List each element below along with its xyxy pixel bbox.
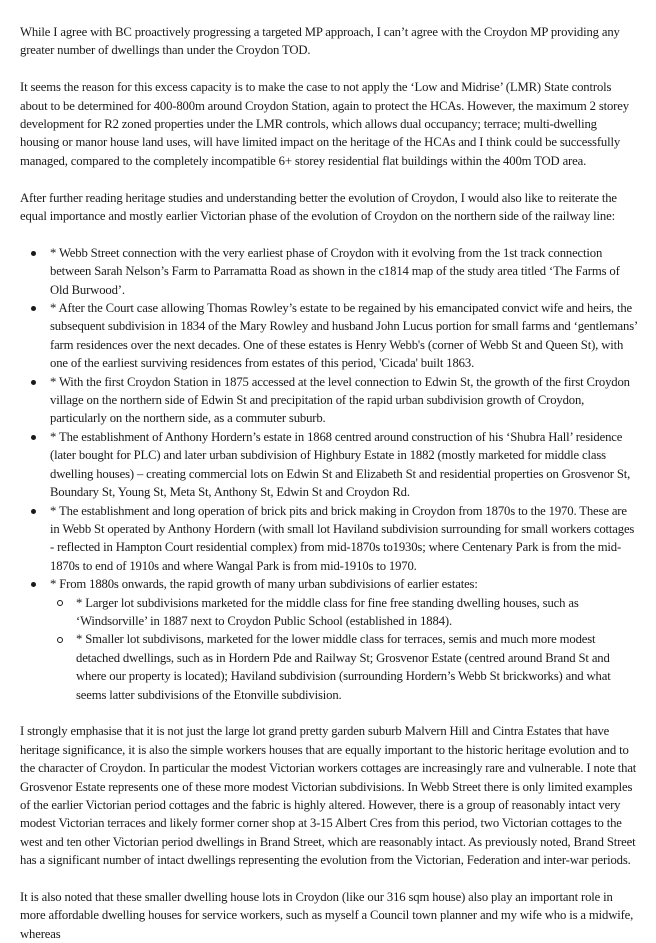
list-item: * After the Court case allowing Thomas Rowley’s estate to be regained by his emancipated convict wife and heirs, the subsequent subdivision in 1834 of the Mary Rowley and husband John Lucus portion for small farms and ‘gentlemans’ farm residences over the next decades. One of these estates is Henry Webb's (corner of Webb St and Queen St), with one of the earliest surviving residences from estates of this period, 'Cicada' built 1863. (50, 299, 638, 373)
list-item-text: * From 1880s onwards, the rapid growth of many urban subdivisions of earlier estates: (50, 577, 478, 592)
sub-list-item: * Larger lot subdivisions marketed for the middle class for fine free standing dwelling houses, such as ‘Windsorville’ in 1887 next to Croydon Public School (established in 1884). (76, 594, 638, 631)
sub-list-item: * Smaller lot subdivisons, marketed for the lower middle class for terraces, semis and much more modest detached dwellings, such as in Hordern Pde and Railway St; Grosvenor Estate (centred around Brand St and where our property is located); Haviland subdivision (surrounding Hordern’s Webb St brickworks) and what seems latter subdivisions of the Etonville subdivision. (76, 630, 638, 704)
paragraph-workers-houses: I strongly emphasise that it is not just the large lot grand pretty garden suburb Malvern Hill and Cintra Estates that have heritage significance, it is also the simple workers houses that are equally important to the historic heritage evolution and to the character of Croydon. In particular the modest Victorian workers cottages are increasingly rare and vulnerable. I note that Grosvenor Estate represents one of these more modest Victorian subdivisions. In Webb Street there is only limited examples of the earlier Victorian period cottages and the fabric is highly altered. However, there is a group of reasonably intact very modest Victorian terraces and likely former corner shop at 3-15 Albert Cres from this period, two Victorian cottages to the west and ten other Victorian period dwellings in Brand Street, which are reasonably intact. As previously noted, Brand Street has a significant number of intact dwellings representing the evolution from the Victorian, Federation and inter-war periods. (20, 724, 637, 868)
list-item: * The establishment and long operation of brick pits and brick making in Croydon from 1870s to the 1970. These are in Webb St operated by Anthony Hordern (with small lot Haviland subdivision surrounding for small workers cottages - reflected in Hampton Court residential complex) from mid-1870s to1930s; where Centenary Park is from the mid-1870s to end of 1910s and where Wangal Park is from mid-1910s to 1970. (50, 502, 638, 576)
paragraph-heritage-evolution: After further reading heritage studies and understanding better the evolution of Croydon, I would also like to reiterate the equal importance and mostly earlier Victorian phase of the evolution of Croydon on the northern side of the railway line: (20, 190, 617, 224)
paragraph-affordable-housing: It is also noted that these smaller dwelling house lots in Croydon (like our 316 sqm house) also play an important role in more affordable dwelling houses for service workers, such as myself a Council town planner and my wife who is a midwife, whereas (20, 890, 634, 941)
subdivision-sub-list (50, 594, 638, 704)
list-item: * With the first Croydon Station in 1875 accessed at the level connection to Edwin St, the growth of the first Croydon village on the northern side of Edwin St and precipitation of the rapid urban subdivision growth of Croydon, particularly on the northern side, as a commuter suburb. (50, 373, 638, 428)
list-item: * Webb Street connection with the very earliest phase of Croydon with it evolving from the 1st track connection between Sarah Nelson’s Farm to Parramatta Road as shown in the c1814 map of the study area titled ‘The Farms of Old Burwood’. (50, 244, 638, 299)
heritage-bullet-list (20, 244, 638, 704)
paragraph-lmr-controls: It seems the reason for this excess capacity is to make the case to not apply the ‘Low and Midrise’ (LMR) State controls about to be determined for 400-800m around Croydon Station, again to protect the HCAs. However, the maximum 2 storey development for R2 zoned properties under the LMR controls, which allows dual occupancy; terrace; multi-dwelling housing or manor house land uses, will have limited impact on the heritage of the HCAs and I think could be successfully managed, compared to the completely incompatible 6+ storey residential flat buildings within the 400m TOD area. (20, 80, 629, 168)
list-item-urban-subdivisions (50, 575, 638, 704)
paragraph-intro: While I agree with BC proactively progressing a targeted MP approach, I can’t agree with the Croydon MP providing any greater number of dwellings than under the Croydon TOD. (20, 25, 620, 58)
list-item: * The establishment of Anthony Hordern’s estate in 1868 centred around construction of his ‘Shubra Hall’ residence (later bought for PLC) and later urban subdivision of Highbury Estate in 1882 (mostly marketed for middle class dwelling houses) – creating commercial lots on Edwin St and Elizabeth St and residential properties on Grosvenor St, Boundary St, Young St, Meta St, Anthony St, Edwin St and Croydon Rd. (50, 428, 638, 502)
